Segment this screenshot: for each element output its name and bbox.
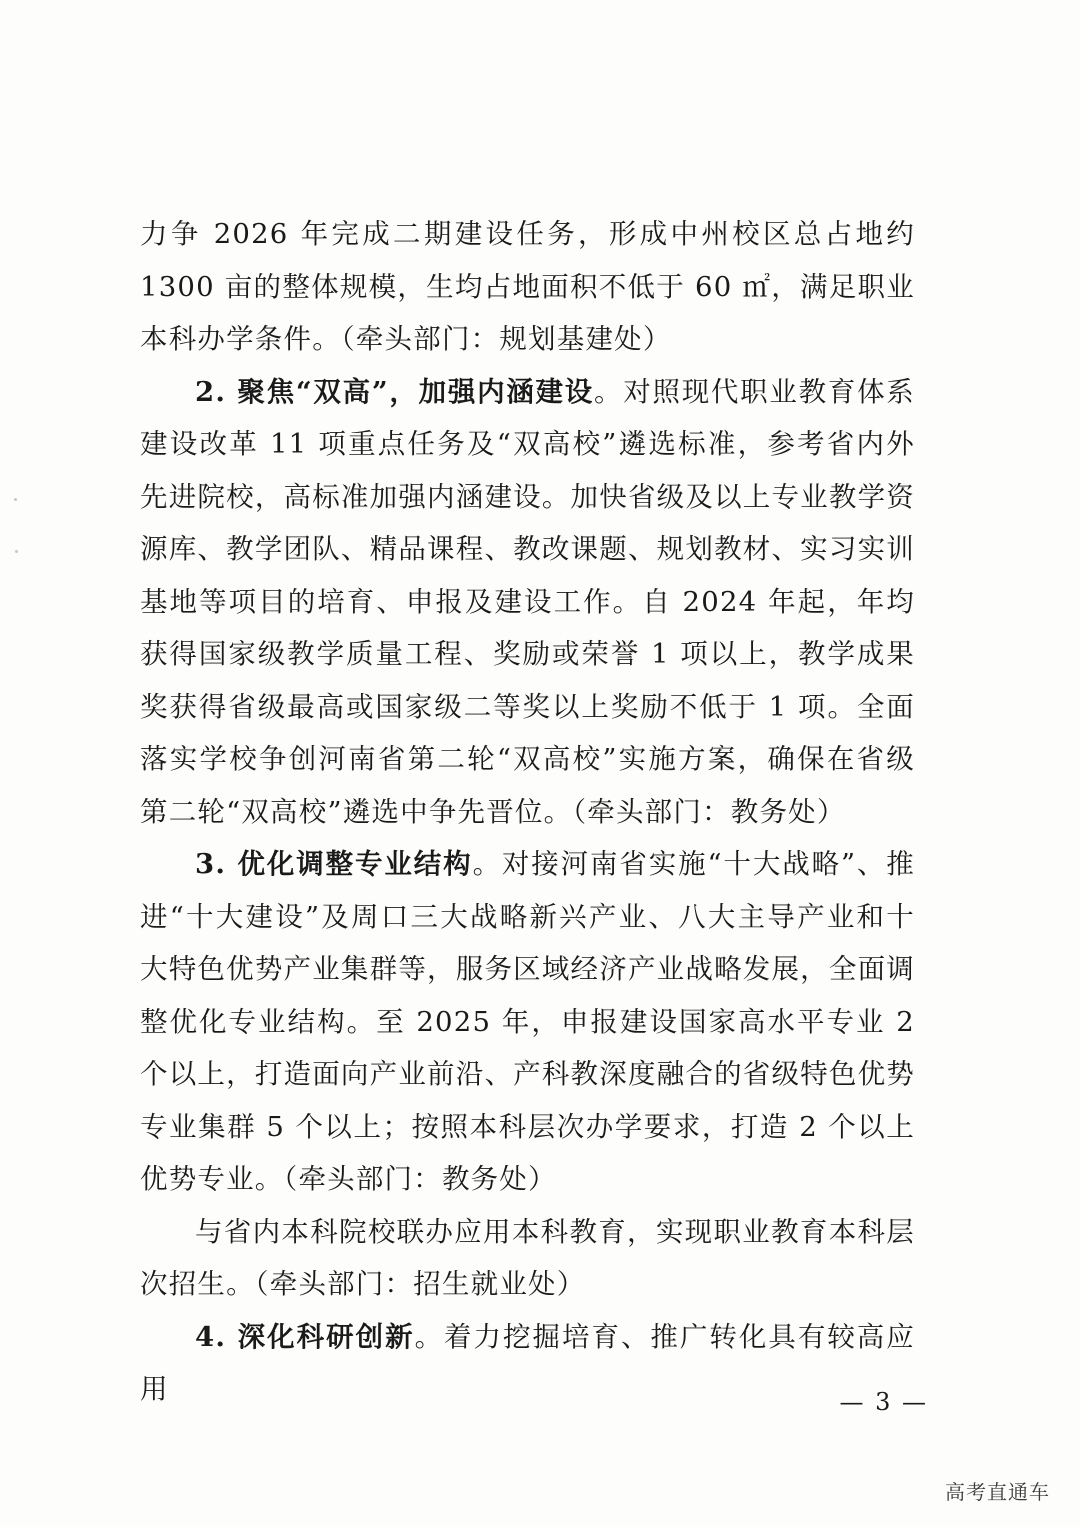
paragraph-continuation xyxy=(140,208,915,366)
scan-artifact xyxy=(14,498,17,501)
source-watermark: 高考直通车 xyxy=(945,1480,1050,1504)
section-heading: 2. 聚焦“双高”，加强内涵建设 xyxy=(195,375,595,408)
paragraph-text: 。着力挖掘培育、推广转化具有较高应用 xyxy=(140,1320,915,1405)
document-body xyxy=(140,208,915,1416)
paragraph-text: 与省内本科院校联办应用本科教育，实现职业教育本科层次招生。（牵头部门：招生就业处） xyxy=(140,1215,915,1300)
paragraph-section-4 xyxy=(140,1311,915,1416)
scan-artifact xyxy=(15,550,18,553)
section-heading: 4. 深化科研创新 xyxy=(195,1320,415,1353)
paragraph-section-3-addendum xyxy=(140,1206,915,1311)
section-heading: 3. 优化调整专业结构 xyxy=(195,848,473,880)
paragraph-text: 。对照现代职业教育体系建设改革 11 项重点任务及“双高校”遴选标准，参考省内外先进院校，高标准加强内涵建设。加快省级及以上专业教学资源库、教学团队、精品课程、教改课题、规划教材、实习实训基地等项目的培育、申报及建设工作。自 2024 年起，年均获得国家级教学质量工程、奖励或荣誉 1 项以上，教学成果奖获得省级最高或国家级二等奖以上奖励不低于 1 项。全面落实学校争创河南省第二轮“双高校”实施方案，确保在省级第二轮“双高校”遴选中争先晋位。（牵头部门：教务处） xyxy=(140,375,915,828)
paragraph-section-2 xyxy=(140,366,915,839)
paragraph-section-3 xyxy=(140,838,915,1206)
page-number: — 3 — xyxy=(839,1388,928,1416)
paragraph-text: 。对接河南省实施“十大战略”、推进“十大建设”及周口三大战略新兴产业、八大主导产业和十大特色优势产业集群等，服务区域经济产业战略发展，全面调整优化专业结构。至 2025 年，申报建设国家高水平专业 2 个以上，打造面向产业前沿、产科教深度融合的省级特色优势专业集群 5 个以上；按照本科层次办学要求，打造 2 个以上优势专业。（牵头部门：教务处） xyxy=(140,848,915,1195)
paragraph-text: 力争 2026 年完成二期建设任务，形成中州校区总占地约 1300 亩的整体规模，生均占地面积不低于 60 ㎡，满足职业本科办学条件。（牵头部门：规划基建处） xyxy=(140,218,915,355)
